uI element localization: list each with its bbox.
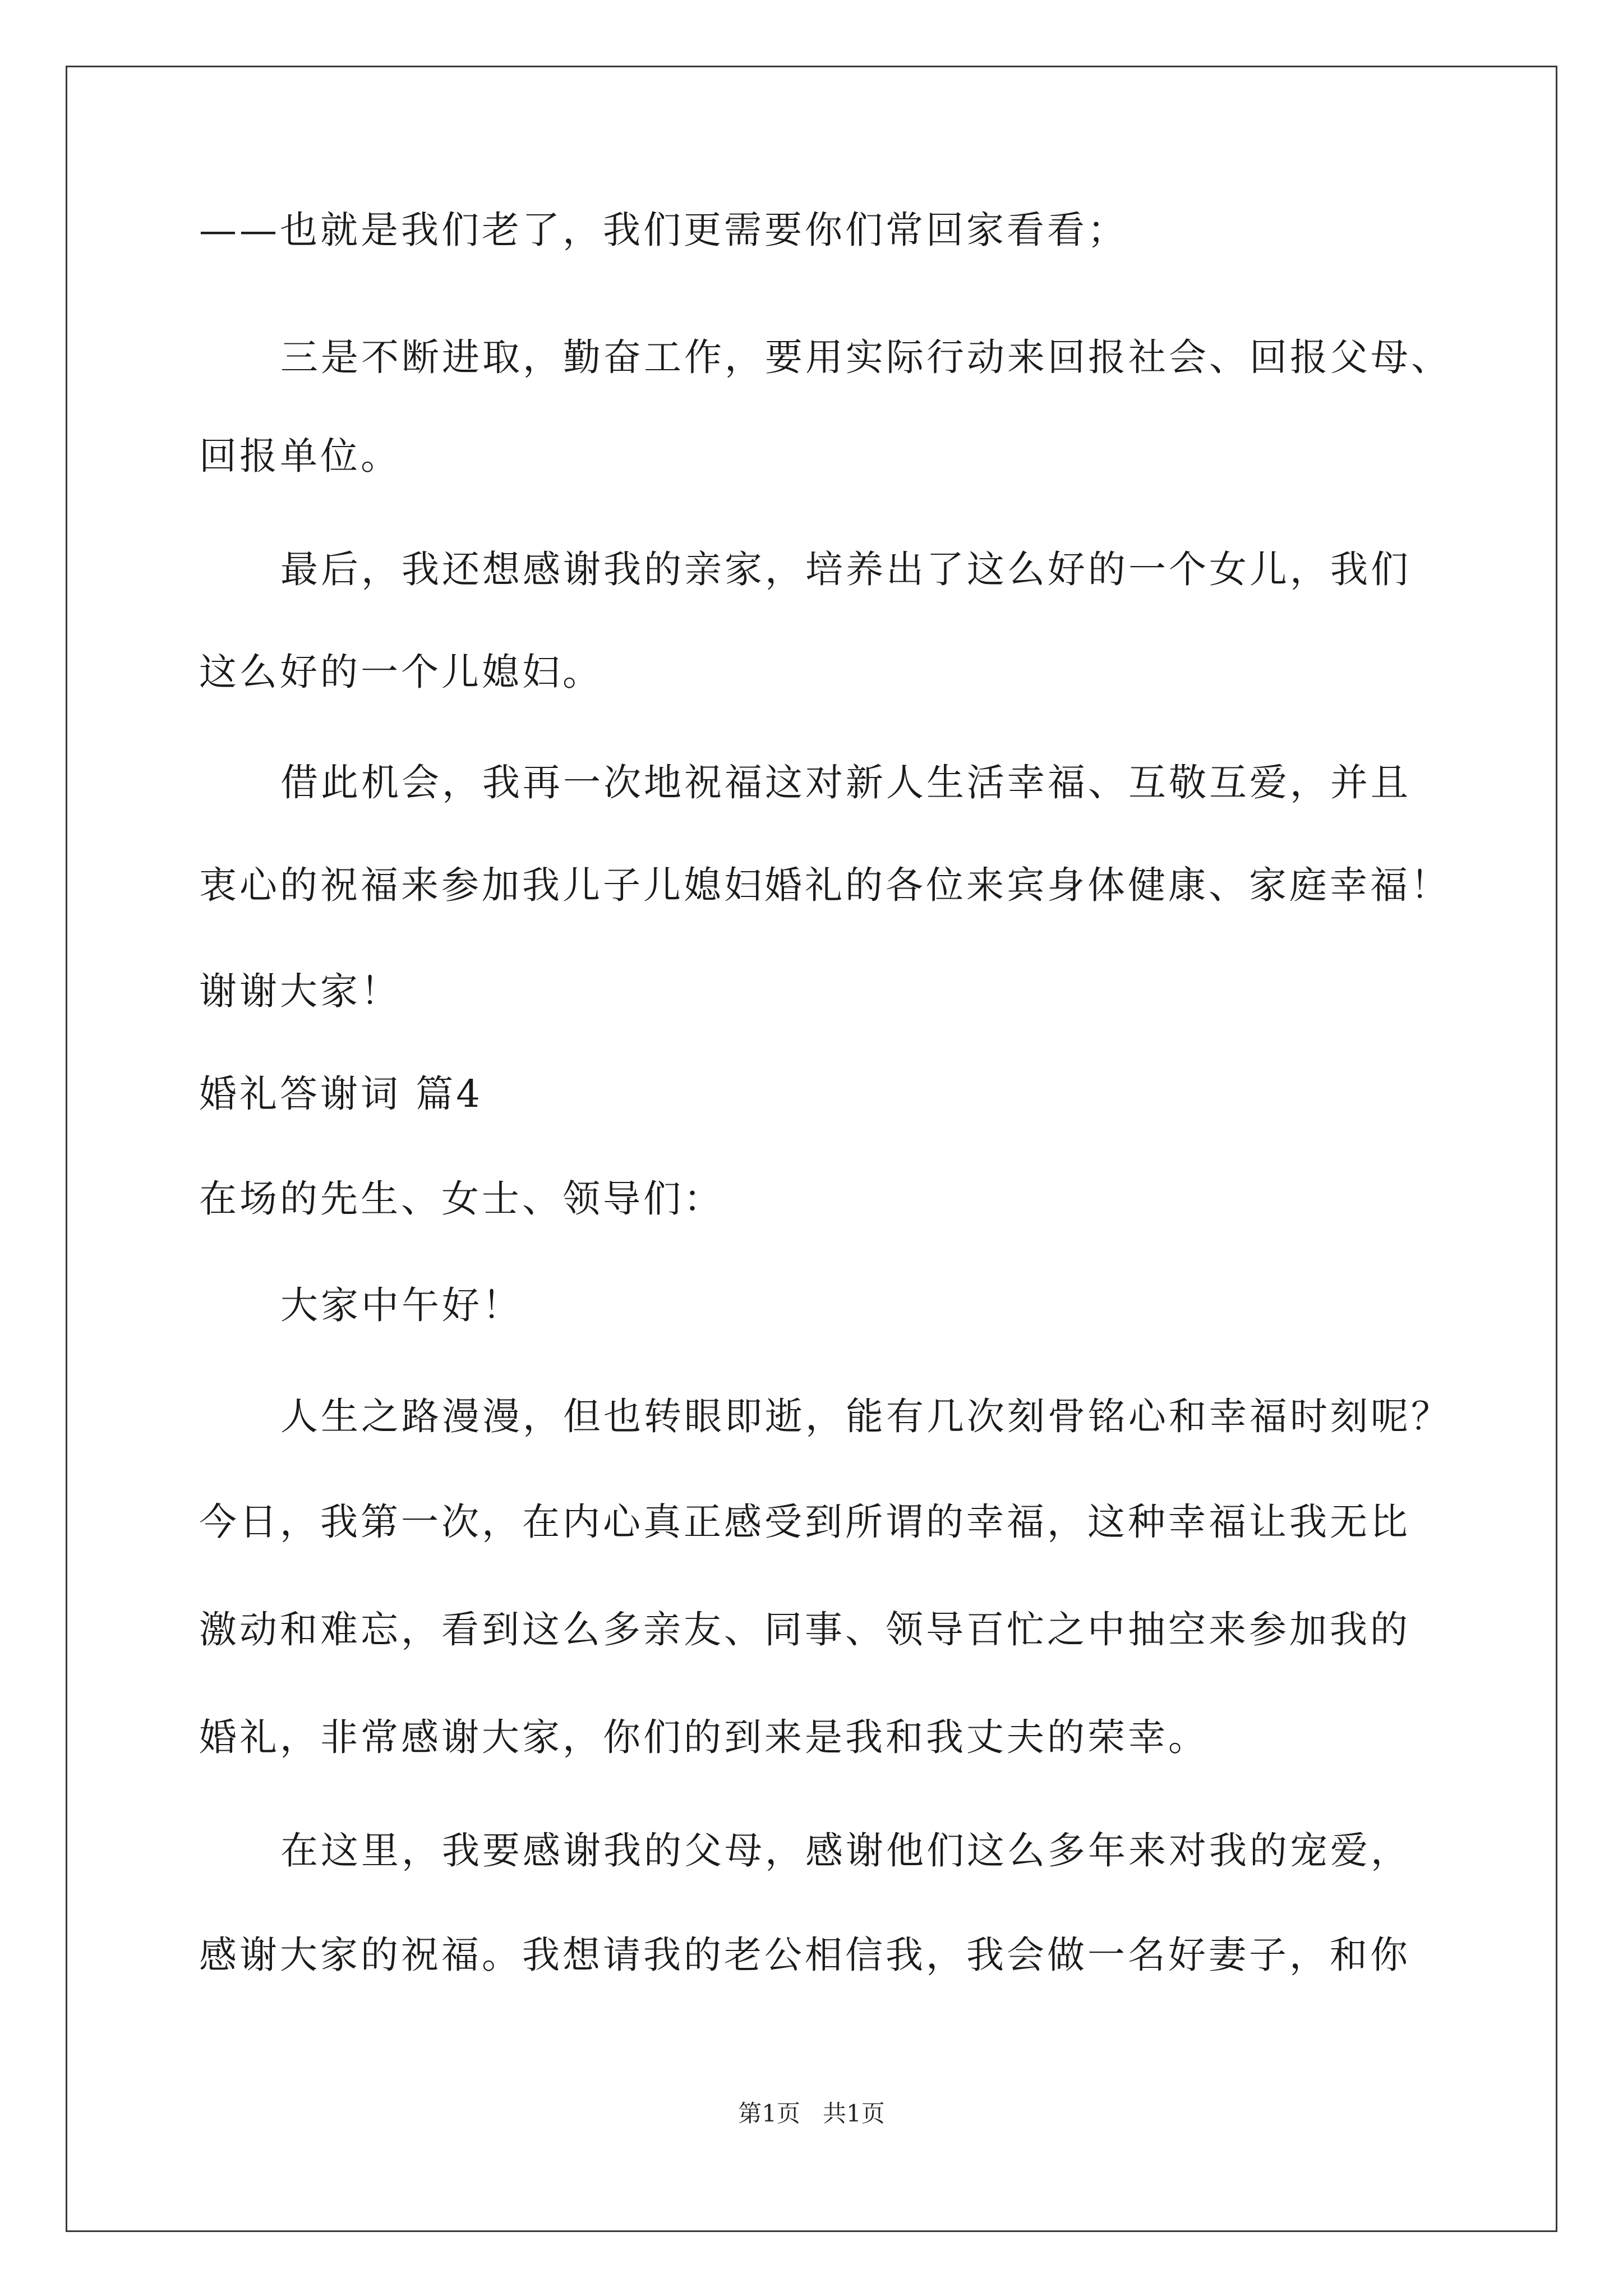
text-line: 最后，我还想感谢我的亲家，培养出了这么好的一个女儿，我们: [280, 547, 1411, 591]
text-line: 回报单位。: [199, 434, 401, 478]
page-border: [66, 66, 1557, 2232]
text-line: 三是不断进取，勤奋工作，要用实际行动来回报社会、回报父母、: [280, 335, 1451, 379]
text-line: 衷心的祝福来参加我儿子儿媳妇婚礼的各位来宾身体健康、家庭幸福！: [199, 863, 1451, 907]
text-line: 人生之路漫漫，但也转眼即逝，能有几次刻骨铭心和幸福时刻呢？: [280, 1395, 1451, 1438]
text-line: 激动和难忘，看到这么多亲友、同事、领导百忙之中抽空来参加我的: [199, 1608, 1410, 1651]
section-heading: 婚礼答谢词 篇4: [199, 1072, 483, 1116]
page-number: 第1页: [738, 2100, 800, 2127]
text-line: 今日，我第一次，在内心真正感受到所谓的幸福，这种幸福让我无比: [199, 1500, 1410, 1544]
page-total: 共1页: [823, 2100, 885, 2127]
text-line: 在这里，我要感谢我的父母，感谢他们这么多年来对我的宠爱，: [280, 1829, 1411, 1872]
text-line: 婚礼，非常感谢大家，你们的到来是我和我丈夫的荣幸。: [199, 1715, 1209, 1759]
salutation: 在场的先生、女士、领导们：: [199, 1177, 724, 1221]
text-line: 谢谢大家！: [199, 969, 401, 1013]
text-line: 感谢大家的祝福。我想请我的老公相信我，我会做一名好妻子，和你: [199, 1933, 1410, 1977]
text-line: 大家中午好！: [280, 1283, 523, 1327]
text-line: 借此机会，我再一次地祝福这对新人生活幸福、互敬互爱，并且: [280, 761, 1411, 804]
text-line: ——也就是我们老了，我们更需要你们常回家看看；: [199, 208, 1128, 252]
page-footer: [0, 2097, 1623, 2131]
text-line: 这么好的一个儿媳妇。: [199, 650, 603, 694]
